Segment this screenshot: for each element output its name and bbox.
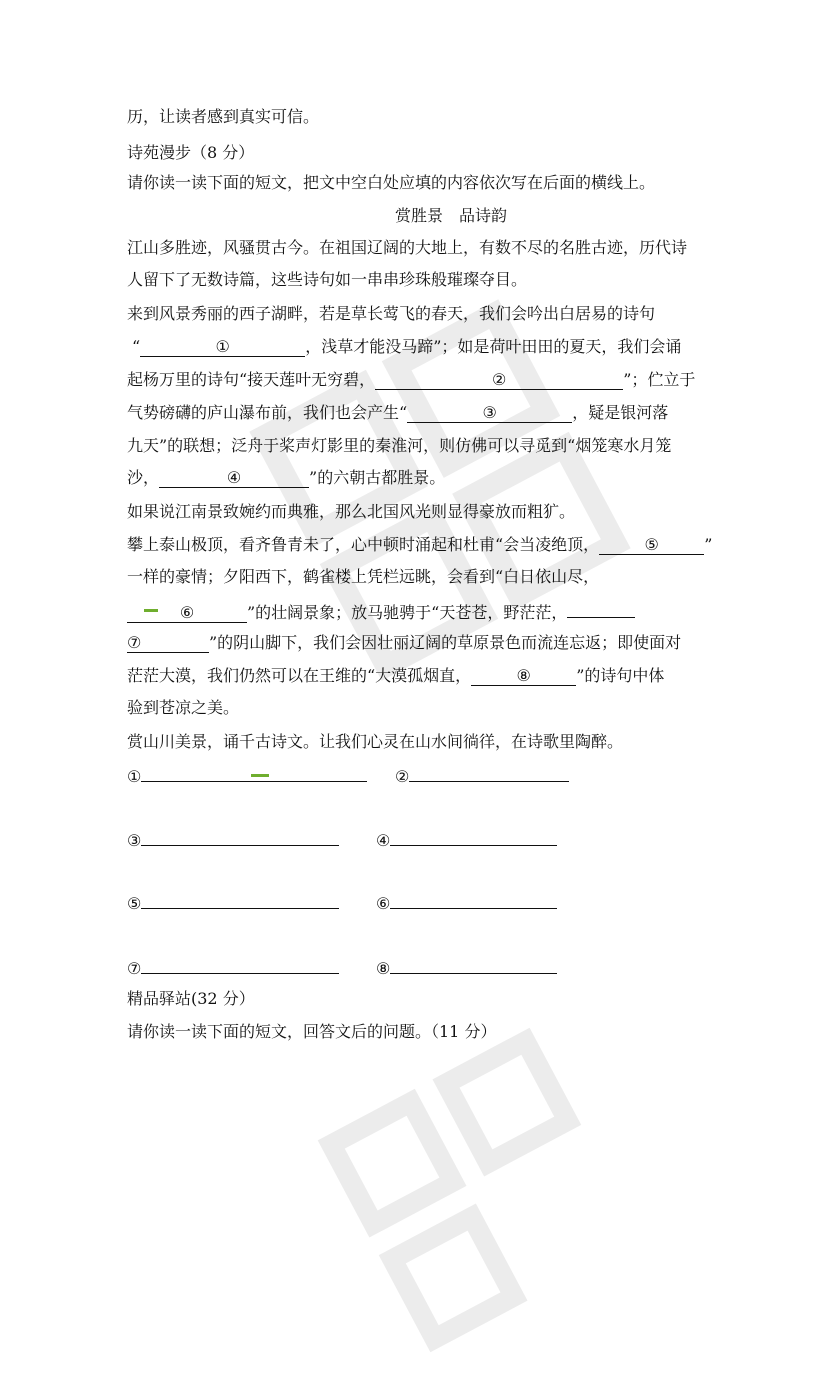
- paragraph-4-line-2: 一样的豪情；夕阳西下，鹤雀楼上凭栏远眺，会看到“白日依山尽，: [127, 567, 600, 586]
- section-title-poetry: 诗苑漫步（8 分）: [127, 143, 255, 162]
- answer-1-number: ①: [127, 767, 142, 786]
- paragraph-4-line-1: [127, 534, 712, 556]
- answer-7: [127, 956, 339, 980]
- answer-3-input[interactable]: [141, 828, 339, 846]
- continued-text-line: 历，让读者感到真实可信。: [127, 107, 320, 126]
- answer-5-input[interactable]: [141, 891, 339, 909]
- blank-7-start[interactable]: [567, 599, 635, 618]
- answer-5-number: ⑤: [127, 894, 142, 913]
- paragraph-1-line-2: 人留下了无数诗篇，这些诗句如一串串珍珠般璀璨夺目。: [127, 270, 528, 289]
- text-segment: ”的诗句中体: [576, 666, 665, 685]
- answer-2-number: ②: [395, 767, 410, 786]
- text-segment: “: [132, 337, 141, 356]
- blank-3[interactable]: ③: [407, 404, 572, 423]
- paragraph-4-line-4: [127, 632, 681, 654]
- answer-1: [127, 764, 367, 788]
- text-segment: 茫茫大漠，我们仍然可以在王维的“大漠孤烟直，: [127, 666, 472, 685]
- paragraph-4-line-6: 验到苍凉之美。: [127, 698, 240, 717]
- paragraph-2-line-4: [127, 402, 668, 424]
- answer-3: [127, 828, 339, 852]
- section-instruction: 请你读一读下面的短文，把文中空白处应填的内容依次写在后面的横线上。: [127, 173, 656, 192]
- text-segment: 起杨万里的诗句“接天莲叶无穷碧，: [127, 370, 376, 389]
- blank-5[interactable]: ⑤: [599, 536, 704, 555]
- section-2-instruction: 请你读一读下面的短文，回答文后的问题。（11 分）: [127, 1022, 497, 1041]
- text-segment: ”的壮阔景象；放马驰骋于“天苍苍，野茫茫，: [247, 603, 568, 622]
- green-mark: [144, 609, 158, 612]
- answer-3-number: ③: [127, 831, 142, 850]
- answer-5: [127, 891, 339, 915]
- answer-4-input[interactable]: [390, 828, 557, 846]
- answer-7-number: ⑦: [127, 959, 142, 978]
- text-segment: ”；伫立于: [623, 370, 696, 389]
- paragraph-4-line-3: [127, 599, 635, 624]
- answer-2: [395, 764, 569, 788]
- paragraph-1-line-1: 江山多胜迹，风骚贯古今。在祖国辽阔的大地上，有数不尽的名胜古迹，历代诗: [127, 238, 688, 257]
- paragraph-3: 如果说江南景致婉约而典雅，那么北国风光则显得豪放而粗犷。: [127, 502, 576, 521]
- paragraph-2-line-6: [127, 467, 445, 489]
- answer-8-number: ⑧: [376, 959, 391, 978]
- answer-4: [376, 828, 557, 852]
- text-segment: 沙，: [127, 468, 160, 487]
- blank-8[interactable]: ⑧: [471, 667, 576, 686]
- answer-7-input[interactable]: [141, 956, 339, 974]
- answer-4-number: ④: [376, 831, 391, 850]
- paragraph-2-line-1: 来到风景秀丽的西子湖畔，若是草长莺飞的春天，我们会吟出白居易的诗句: [127, 304, 656, 323]
- answer-6-input[interactable]: [390, 891, 557, 909]
- passage-title: 赏胜景 品诗韵: [395, 206, 508, 225]
- blank-1[interactable]: ①: [140, 338, 305, 357]
- paragraph-2-line-5: 九天”的联想；泛舟于桨声灯影里的秦淮河，则仿佛可以寻觅到“烟笼寒水月笼: [127, 436, 672, 455]
- text-segment: 气势磅礴的庐山瀑布前，我们也会产生“: [127, 403, 408, 422]
- blank-4[interactable]: ④: [159, 469, 309, 488]
- answer-6-number: ⑥: [376, 894, 391, 913]
- answer-8-input[interactable]: [390, 956, 557, 974]
- blank-6[interactable]: ⑥: [127, 604, 247, 623]
- paragraph-2-line-2: [132, 336, 681, 358]
- blank-7[interactable]: ⑦: [127, 634, 209, 653]
- answer-8: [376, 956, 557, 980]
- text-segment: ，浅草才能没马蹄”；如是荷叶田田的夏天，我们会诵: [305, 337, 682, 356]
- text-segment: ”的六朝古都胜景。: [309, 468, 446, 487]
- text-segment: ”: [704, 535, 713, 554]
- paragraph-2-line-3: [127, 369, 695, 391]
- blank-2[interactable]: ②: [375, 371, 623, 390]
- answer-1-input[interactable]: [141, 764, 367, 782]
- watermark-bottom-icon: [277, 987, 683, 1393]
- paragraph-4-line-5: [127, 665, 664, 687]
- green-mark: [251, 774, 269, 777]
- answer-2-input[interactable]: [409, 764, 569, 782]
- text-segment: ，疑是银河落: [572, 403, 669, 422]
- paragraph-5: 赏山川美景，诵千古诗文。让我们心灵在山水间徜徉，在诗歌里陶醉。: [127, 732, 624, 751]
- text-segment: ”的阴山脚下，我们会因壮丽辽阔的草原景色而流连忘返；即使面对: [209, 633, 682, 652]
- text-segment: 攀上泰山极顶，看齐鲁青未了，心中顿时涌起和杜甫“会当凌绝顶，: [127, 535, 600, 554]
- section-title-reading: 精品驿站(32 分）: [127, 989, 255, 1008]
- answer-6: [376, 891, 557, 915]
